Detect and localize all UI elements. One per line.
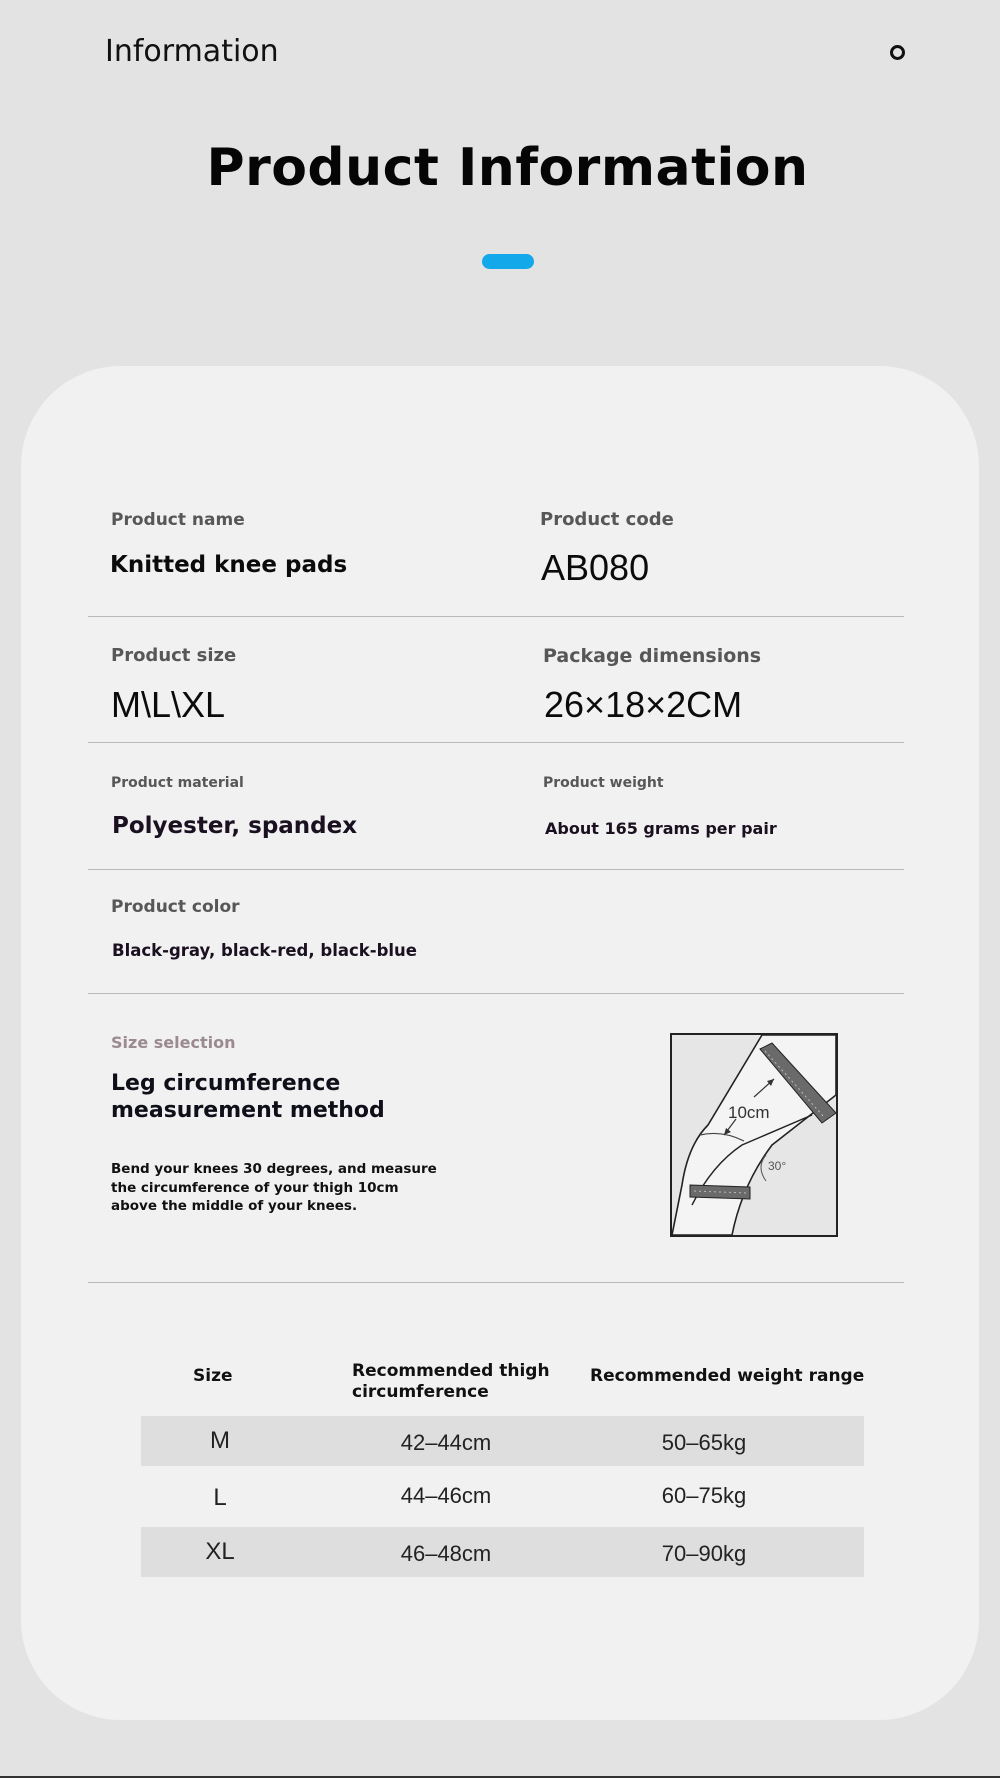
title-accent-bar bbox=[482, 254, 534, 269]
product-color-value: Black-gray, black-red, black-blue bbox=[112, 941, 417, 960]
product-size-label: Product size bbox=[111, 645, 237, 666]
page-title: Product Information bbox=[206, 138, 809, 198]
table-cell-thigh: 46–48cm bbox=[400, 1541, 492, 1566]
product-material-value: Polyester, spandex bbox=[112, 813, 358, 839]
product-material-label: Product material bbox=[111, 775, 244, 791]
table-cell-weight: 70–90kg bbox=[661, 1541, 747, 1566]
table-header-size: Size bbox=[193, 1366, 233, 1386]
table-cell-thigh: 42–44cm bbox=[400, 1430, 492, 1455]
size-selection-label: Size selection bbox=[111, 1033, 236, 1052]
size-selection-description: Bend your knees 30 degrees, and measure the circumference of your thigh 10cm above the middle of your knees. bbox=[111, 1161, 437, 1214]
divider bbox=[88, 1282, 904, 1283]
divider bbox=[88, 742, 904, 743]
diagram-angle-label: 30° bbox=[768, 1159, 787, 1173]
table-cell-size: XL bbox=[205, 1538, 235, 1565]
divider bbox=[88, 616, 904, 617]
ring-icon[interactable] bbox=[890, 45, 905, 60]
diagram-distance-label: 10cm bbox=[728, 1103, 770, 1122]
table-cell-thigh: 44–46cm bbox=[400, 1483, 492, 1508]
table-cell-size: M bbox=[210, 1427, 230, 1454]
table-header-weight: Recommended weight range bbox=[590, 1366, 865, 1386]
size-selection-heading: Leg circumference measurement method bbox=[111, 1071, 385, 1123]
measurement-diagram bbox=[670, 1033, 838, 1237]
table-header-thigh: Recommended thigh circumference bbox=[352, 1361, 550, 1402]
package-dimensions-label: Package dimensions bbox=[543, 645, 762, 667]
product-color-label: Product color bbox=[111, 897, 240, 917]
product-size-value: M\L\XL bbox=[111, 684, 226, 725]
divider bbox=[88, 869, 904, 870]
table-cell-size: L bbox=[213, 1484, 227, 1511]
package-dimensions-value: 26×18×2CM bbox=[544, 684, 743, 725]
table-cell-weight: 50–65kg bbox=[661, 1430, 747, 1455]
divider bbox=[88, 993, 904, 994]
product-weight-label: Product weight bbox=[543, 775, 664, 791]
product-code-value: AB080 bbox=[541, 547, 650, 588]
product-name-label: Product name bbox=[111, 510, 245, 530]
product-weight-value: About 165 grams per pair bbox=[545, 819, 777, 838]
header-title: Information bbox=[105, 34, 279, 69]
knee-illustration bbox=[672, 1035, 836, 1235]
table-cell-weight: 60–75kg bbox=[661, 1483, 747, 1508]
product-code-label: Product code bbox=[540, 509, 674, 530]
product-name-value: Knitted knee pads bbox=[110, 552, 348, 578]
